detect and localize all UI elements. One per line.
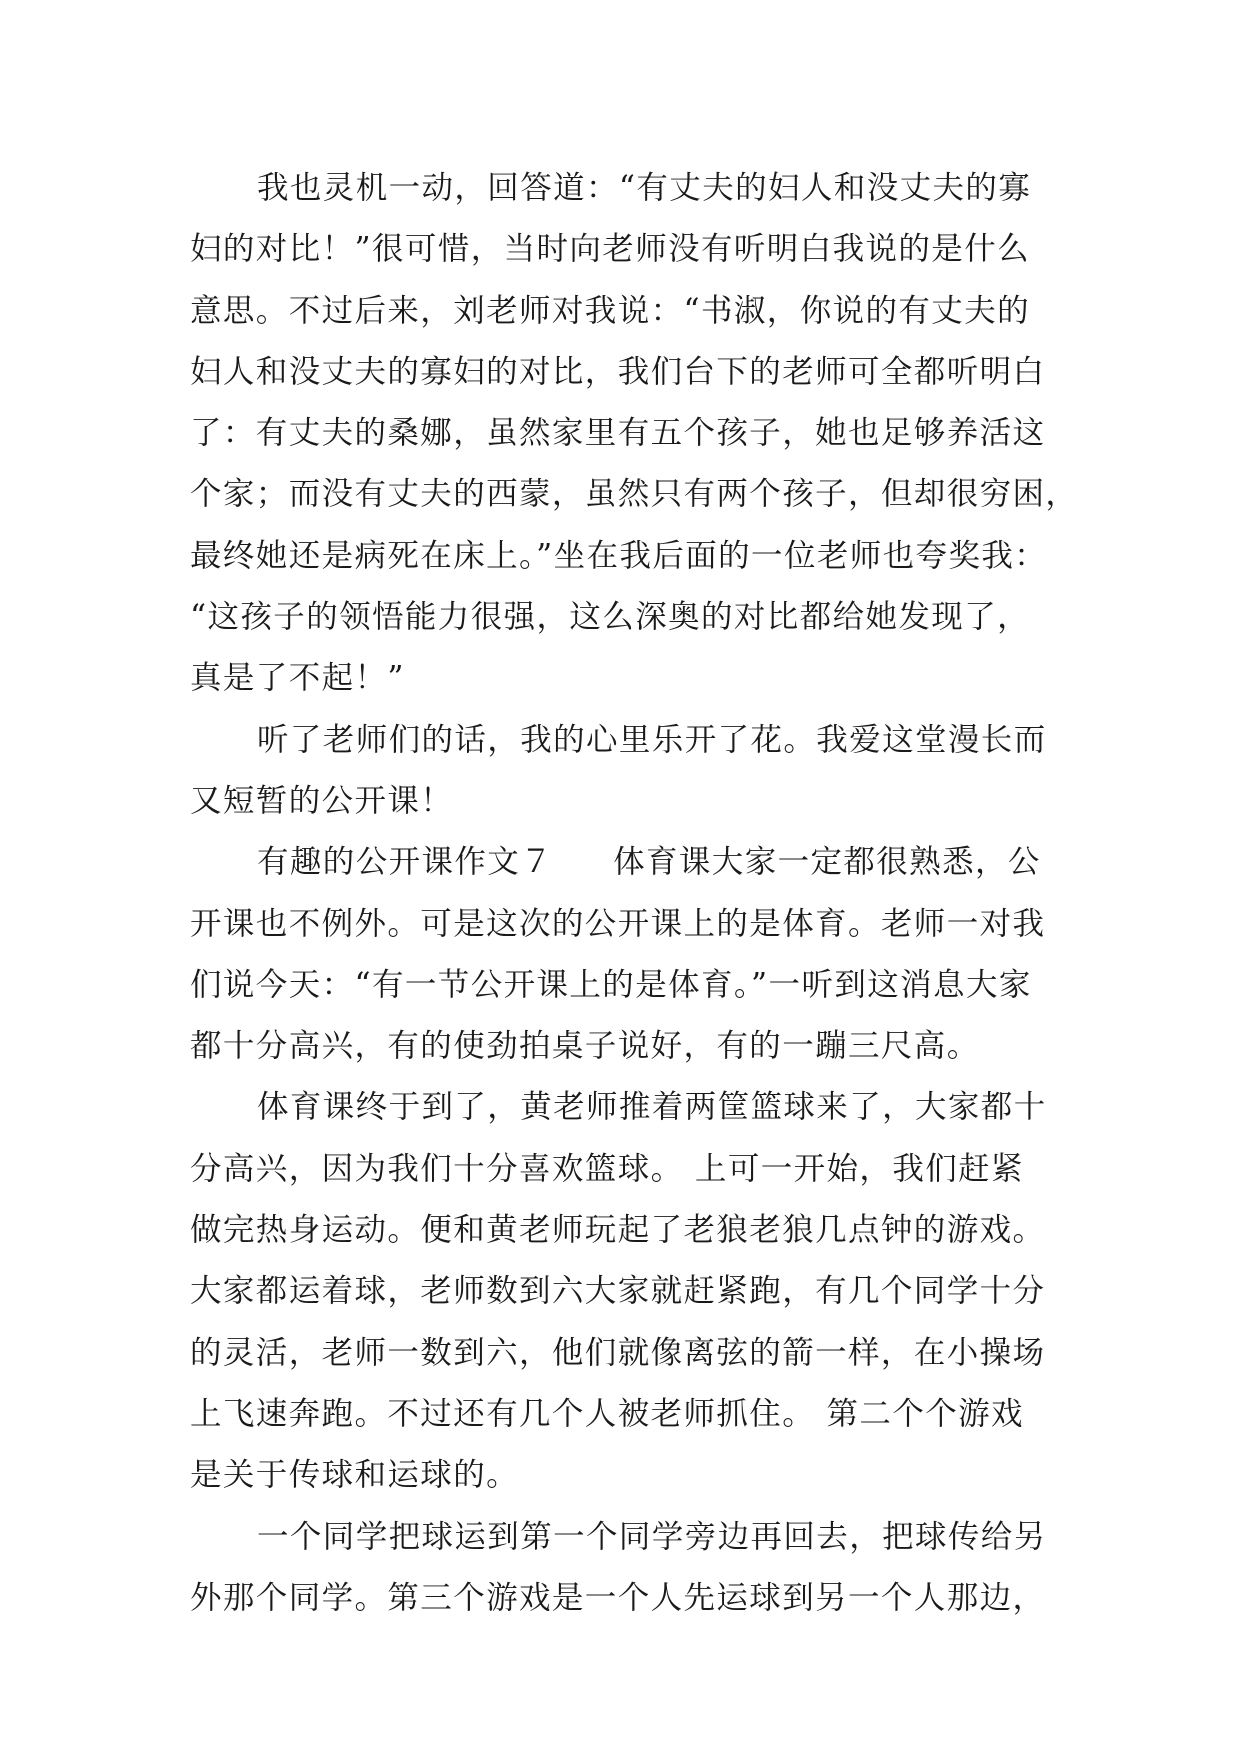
text-line: 妇的对比！”很可惜，当时向老师没有听明白我说的是什么: [190, 231, 1031, 268]
text-line: 的灵活，老师一数到六，他们就像离弦的箭一样，在小操场: [190, 1334, 1046, 1371]
text-line: 是关于传球和运球的。: [190, 1457, 520, 1494]
text-line: 都十分高兴，有的使劲拍桌子说好，有的一蹦三尺高。: [190, 1028, 980, 1065]
text-line: 真是了不起！”: [190, 660, 405, 697]
heading-line: [190, 832, 1090, 893]
text-line: 分高兴，因为我们十分喜欢篮球。 上可一开始，我们赶紧: [190, 1150, 1024, 1187]
text-line: 体育课大家一定都很熟悉，公: [613, 844, 1041, 881]
text-line: 我也灵机一动，回答道：“有丈夫的妇人和没丈夫的寡: [257, 170, 1032, 206]
text-line: 大家都运着球，老师数到六大家就赶紧跑，有几个同学十分: [190, 1273, 1046, 1310]
text-line: 们说今天：“有一节公开课上的是体育。”一听到这消息大家: [190, 966, 1032, 1003]
text-line: 体育课终于到了，黄老师推着两筐篮球来了，大家都十: [257, 1089, 1047, 1126]
text-line: 妇人和没丈夫的寡妇的对比，我们台下的老师可全都听明白: [190, 353, 1046, 390]
text-line: 最终她还是病死在床上。”坐在我后面的一位老师也夸奖我：: [190, 537, 1048, 574]
text-line: “这孩子的领悟能力很强，这么深奥的对比都给她发现了，: [190, 599, 1031, 636]
text-line: 一个同学把球运到第一个同学旁边再回去，把球传给另: [257, 1518, 1047, 1555]
text-line: 听了老师们的话，我的心里乐开了花。我爱这堂漫长而: [257, 721, 1047, 758]
text-line: 了：有丈夫的桑娜，虽然家里有五个孩子，她也足够养活这: [190, 415, 1046, 452]
text-line: 外那个同学。第三个游戏是一个人先运球到另一个人那边，: [190, 1579, 1046, 1616]
text-line: 意思。不过后来，刘老师对我说：“书淑，你说的有丈夫的: [190, 292, 1031, 329]
text-line: 个家；而没有丈夫的西蒙，虽然只有两个孩子，但却很穷困，: [190, 476, 1079, 513]
essay-heading: 有趣的公开课作文７: [257, 844, 554, 881]
text-line: 又短暂的公开课！: [190, 782, 454, 819]
text-line: 做完热身运动。便和黄老师玩起了老狼老狼几点钟的游戏。: [190, 1212, 1046, 1249]
essay-body: [190, 158, 1090, 1629]
text-line: 开课也不例外。可是这次的公开课上的是体育。老师一对我: [190, 905, 1046, 942]
text-line: 上飞速奔跑。不过还有几个人被老师抓住。 第二个个游戏: [190, 1395, 1024, 1432]
